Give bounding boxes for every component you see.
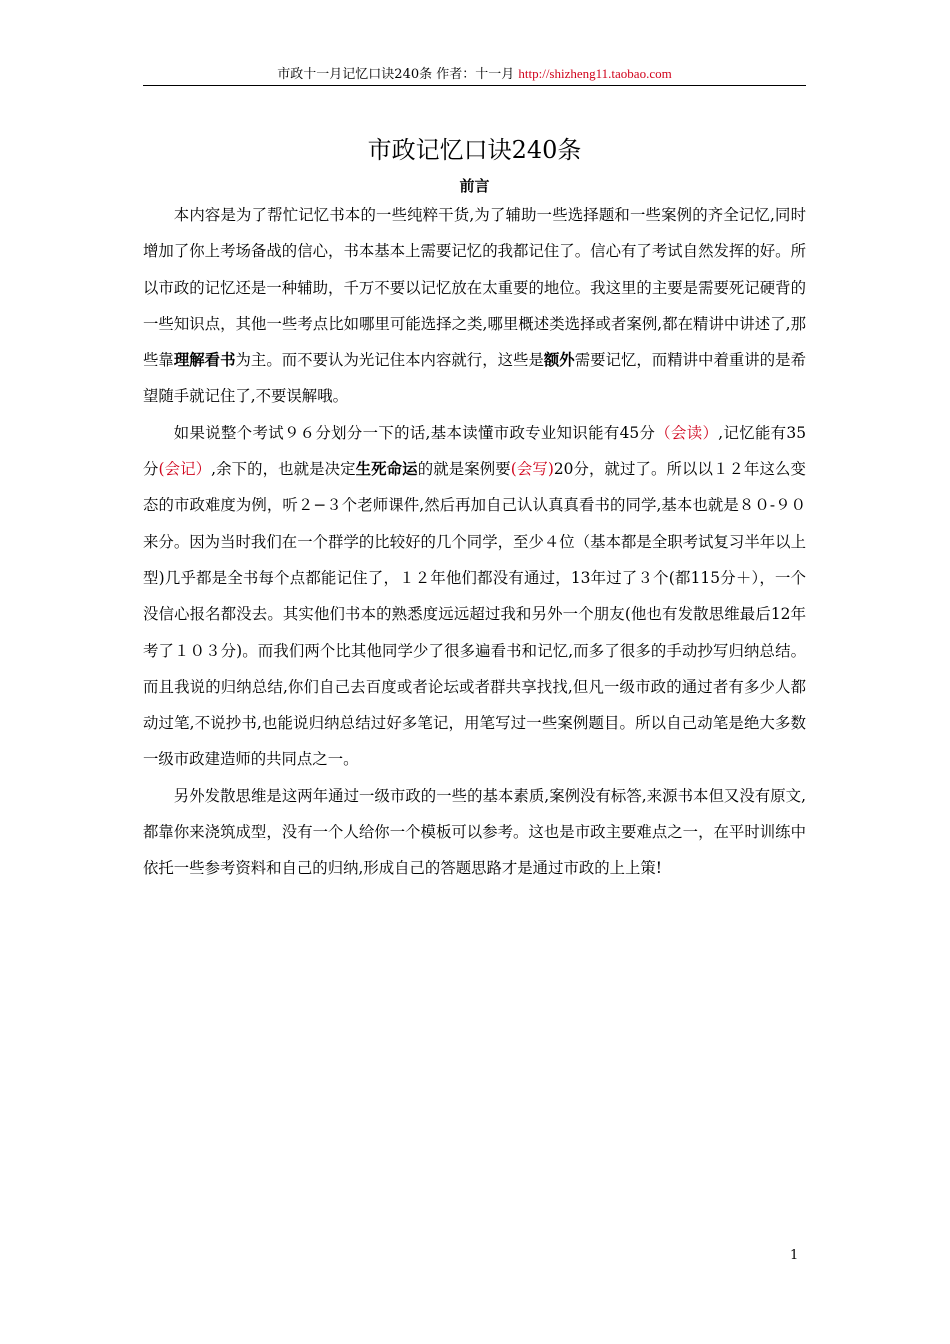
emphasis-understand-books: 理解看书 xyxy=(173,351,236,370)
paragraph-3 xyxy=(143,778,806,887)
page-number: 1 xyxy=(790,1248,799,1263)
paragraph-2-text-b: ,记忆能有35分 xyxy=(143,423,806,479)
emphasis-life-death: 生死命运 xyxy=(355,460,418,479)
emphasis-extra: 额外 xyxy=(543,351,575,370)
highlight-remember: (会记） xyxy=(158,460,212,479)
header-url-link[interactable]: http://shizheng11.taobao.com xyxy=(518,66,672,81)
paragraph-1 xyxy=(143,197,806,415)
paragraph-2-text-a: 如果说整个考试９６分划分一下的话,基本读懂市政专业知识能有45分 xyxy=(173,423,656,442)
paragraph-3-text-a: 另外发散思维是这两年通过一级市政的一些的基本素质,案例没有标答,来源书本但又没有原文,都靠你来浇筑成型，没有一个人给你一个模板可以参考。这也是市政主要难点之一，在平时训练中依托一些参考资料和自己的归纳,形成自己的答题思路才是通过市政的上上策! xyxy=(143,786,806,878)
paragraph-2-text-d: 的就是案例要 xyxy=(417,460,511,479)
paragraph-1-text-d: 需要记忆，而精讲中着重讲的是希望随手就记住了,不要误解哦。 xyxy=(143,351,806,406)
highlight-read: （会读） xyxy=(655,423,719,442)
header-text: 市政十一月记忆口诀240条 作者：十一月 xyxy=(277,67,519,82)
paragraph-2-text-c: ,余下的，也就是决定 xyxy=(211,460,356,479)
paragraph-2-text-e: 20分，就过了。所以以１２年这么变态的市政难度为例，听２−３个老师课件,然后再加自己认认真真看书的同学,基本也就是８０-９０来分。因为当时我们在一个群学的比较好的几个同学，至少４位（基本都是全职考试复习半年以上型)几乎都是全书每个点都能记住了，１２年他们都没有通过，13年过了３个(都115分＋），一个没信心报名都没去。其实他们书本的熟悉度远远超过我和另外一个朋友(他也有发散思维最后12年考了１０３分)。而我们两个比其他同学少了很多遍看书和记忆,而多了很多的手动抄写归纳总结。而且我说的归纳总结,你们自己去百度或者论坛或者群共享找找,但凡一级市政的通过者有多少人都动过笔,不说抄书,也能说归纳总结过好多笔记，用笔写过一些案例题目。所以自己动笔是绝大多数一级市政建造师的共同点之一。 xyxy=(143,460,806,769)
paragraph-1-text-a: 本内容是为了帮忙记忆书本的一些纯粹干货,为了辅助一些选择题和一些案例的齐全记忆,同时增加了你上考场备战的信心，书本基本上需要记忆的我都记住了。信心有了考试自然发挥的好。所以市政的记忆还是一种辅助，千万不要以记忆放在太重要的地位。我这里的主要是需要死记硬背的一些知识点，其他一些考点比如哪里可能选择之类,哪里概述类选择或者案例,都在精讲中讲述了,那些靠 xyxy=(143,206,806,370)
paragraph-2 xyxy=(143,415,806,778)
preface-heading: 前言 xyxy=(459,177,490,195)
page-header xyxy=(143,64,806,85)
preface-body xyxy=(143,197,806,887)
document-title: 市政记忆口诀240条 xyxy=(367,136,582,164)
highlight-write: (会写) xyxy=(510,460,554,479)
paragraph-1-text-c: 为主。而不要认为光记住本内容就行，这些是 xyxy=(235,351,544,370)
header-divider xyxy=(143,85,806,86)
